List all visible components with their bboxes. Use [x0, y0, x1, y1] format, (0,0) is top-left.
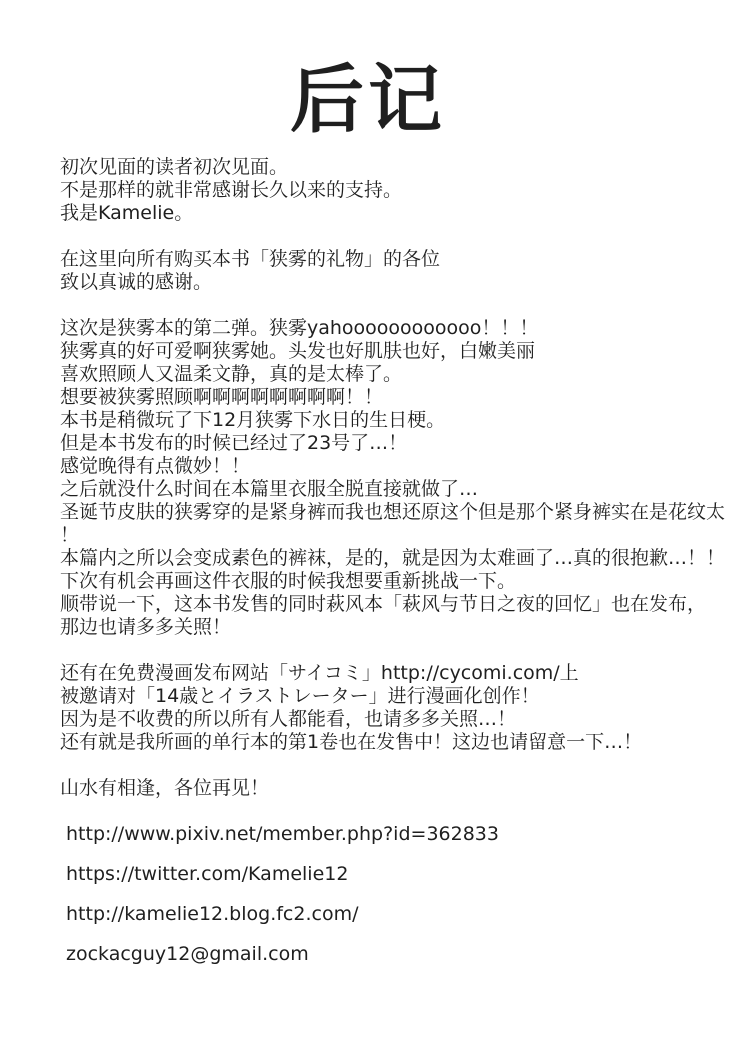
text-line: 因为是不收费的所以所有人都能看，也请多多关照…！ [60, 708, 517, 730]
text-line: 不是那样的就非常感谢长久以来的支持。 [60, 179, 403, 201]
paragraph-main [60, 317, 736, 639]
text-line: 在这里向所有购买本书「狭雾的礼物」的各位 [60, 248, 441, 270]
text-line: 圣诞节皮肤的狭雾穿的是紧身裤而我也想还原这个但是那个紧身裤实在是花纹太 [60, 501, 726, 523]
text-line: 这次是狭雾本的第二弹。狭雾yahoooooooooooo！！！ [60, 317, 539, 339]
text-line: 顺带说一下，这本书发售的同时萩风本「萩风与节日之夜的回忆」也在发布， [60, 593, 707, 615]
text-line: 但是本书发布的时候已经过了23号了…！ [60, 432, 408, 454]
paragraph-promo [60, 662, 736, 754]
paragraph-thanks [60, 248, 736, 294]
text-line: 被邀请对「14歳とイラストレーター」进行漫画化创作！ [60, 685, 540, 707]
text-line: 想要被狭雾照顾啊啊啊啊啊啊啊啊！！ [60, 386, 384, 408]
text-line: 还有就是我所画的单行本的第1卷也在发售中！这边也请留意一下…！ [60, 731, 643, 753]
paragraph-greeting [60, 156, 736, 225]
twitter-url: https://twitter.com/Kamelie12 [66, 863, 349, 885]
text-line: 之后就没什么时间在本篇里衣服全脱直接就做了… [60, 478, 479, 500]
text-line: 本篇内之所以会变成素色的裤袜，是的，就是因为太难画了…真的很抱歉…！！ [60, 547, 726, 569]
text-line: 山水有相逢，各位再见！ [60, 777, 270, 799]
paragraph-farewell [60, 777, 736, 800]
text-line: 狭雾真的好可爱啊狭雾她。头发也好肌肤也好，白嫩美丽 [60, 340, 536, 362]
contact-links [0, 823, 736, 966]
text-line: 下次有机会再画这件衣服的时候我想要重新挑战一下。 [60, 570, 517, 592]
text-line: 那边也请多多关照！ [60, 616, 232, 638]
page-title: 后记 [290, 57, 446, 143]
email-address: zockacguy12@gmail.com [66, 943, 309, 965]
text-line: 喜欢照顾人又温柔文静，真的是太棒了。 [60, 363, 403, 385]
pixiv-url: http://www.pixiv.net/member.php?id=362833 [66, 823, 499, 845]
text-line: 本书是稍微玩了下12月狭雾下水日的生日梗。 [60, 409, 446, 431]
afterword-body [0, 156, 736, 800]
text-line: 初次见面的读者初次见面。 [60, 156, 289, 178]
text-line: ！ [60, 524, 80, 546]
text-line: 还有在免费漫画发布网站「サイコミ」http://cycomi.com/上 [60, 662, 579, 684]
text-line: 致以真诚的感谢。 [60, 271, 213, 293]
text-line: 感觉晚得有点微妙！！ [60, 455, 251, 477]
text-line: 我是Kamelie。 [60, 202, 194, 224]
blog-url: http://kamelie12.blog.fc2.com/ [66, 903, 359, 925]
